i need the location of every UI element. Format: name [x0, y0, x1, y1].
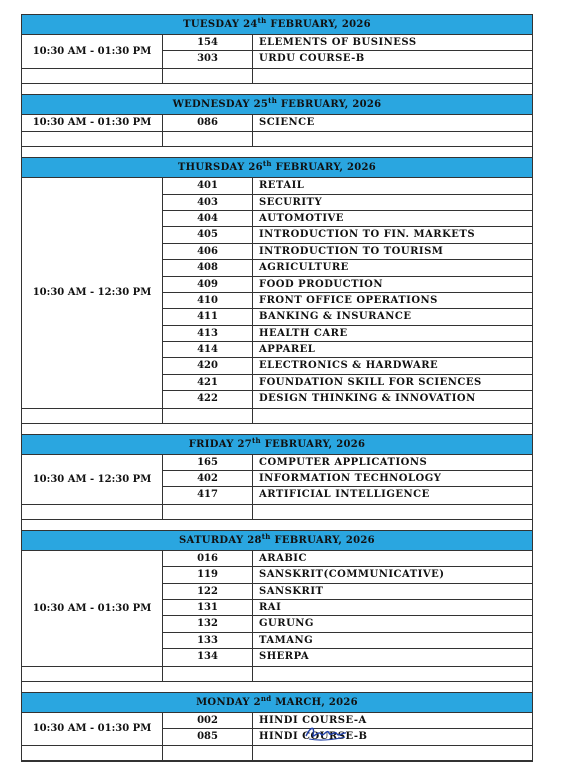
table-row [163, 211, 532, 227]
table-row [163, 115, 532, 131]
day-header-month: MARCH, 2026 [271, 696, 358, 708]
subject-code: 410 [163, 293, 253, 308]
blank-cell [163, 132, 253, 146]
blank-row [22, 667, 532, 682]
subject-name: ELECTRONICS & HARDWARE [259, 360, 439, 372]
day-section [21, 692, 533, 762]
section-gap [21, 84, 533, 94]
blank-cell [163, 409, 253, 423]
exam-rows [163, 455, 532, 504]
table-row [163, 326, 532, 342]
blank-cell [163, 505, 253, 519]
table-row [163, 551, 532, 567]
day-header-date: SATURDAY 28 [179, 534, 262, 546]
subject-code: 134 [163, 649, 253, 665]
subject-name: SHERPA [259, 651, 310, 663]
subject-code: 401 [163, 178, 253, 193]
subject-name: GURUNG [259, 618, 314, 630]
blank-cell [22, 69, 163, 83]
table-row [163, 567, 532, 583]
subject-name: FRONT OFFICE OPERATIONS [259, 294, 438, 306]
day-header-month: FEBRUARY, 2026 [260, 438, 366, 450]
exam-time: 10:30 AM - 01:30 PM [22, 115, 163, 131]
subject-name: HINDI COURSE-B [259, 730, 368, 742]
subject-name: FOOD PRODUCTION [259, 278, 384, 290]
day-header-month: FEBRUARY, 2026 [271, 162, 377, 174]
day-header-suffix: th [268, 95, 278, 105]
day-section [21, 434, 533, 520]
section-gap [21, 147, 533, 157]
subject-code: 417 [163, 487, 253, 503]
subject-code: 405 [163, 227, 253, 242]
blank-row [22, 746, 532, 761]
table-row [163, 342, 532, 358]
section-gap [21, 682, 533, 692]
exam-time: 10:30 AM - 12:30 PM [22, 455, 163, 504]
subject-name: URDU COURSE-B [259, 53, 365, 65]
day-header-suffix: th [261, 531, 271, 541]
table-row [163, 358, 532, 374]
day-body [22, 178, 532, 408]
date-sheet-table [21, 14, 533, 762]
day-body [22, 713, 532, 747]
subject-name: INTRODUCTION TO FIN. MARKETS [259, 229, 476, 241]
subject-code: 085 [163, 729, 253, 745]
subject-name: AGRICULTURE [259, 262, 349, 274]
subject-name: SECURITY [259, 196, 323, 208]
blank-row [22, 409, 532, 424]
blank-cell [22, 132, 163, 146]
section-gap [21, 520, 533, 530]
day-header-month: FEBRUARY, 2026 [270, 534, 375, 546]
table-row [163, 293, 532, 309]
blank-cell [22, 746, 163, 760]
exam-time: 10:30 AM - 12:30 PM [22, 178, 163, 407]
day-header-date: FRIDAY 27 [188, 438, 253, 450]
subject-name: SCIENCE [259, 116, 315, 128]
day-header-suffix: th [262, 159, 272, 169]
subject-code: 422 [163, 391, 253, 407]
table-row [163, 633, 532, 649]
day-body [22, 115, 532, 132]
subject-code: 408 [163, 260, 253, 275]
subject-code: 132 [163, 616, 253, 631]
subject-code: 413 [163, 326, 253, 341]
subject-name: HEALTH CARE [259, 327, 348, 339]
subject-code: 165 [163, 455, 253, 470]
day-header-date: WEDNESDAY 25 [172, 98, 269, 110]
table-row [163, 471, 532, 487]
day-header [22, 435, 532, 455]
table-row [163, 227, 532, 243]
blank-cell [22, 667, 163, 681]
subject-name: ARTIFICIAL INTELLIGENCE [259, 489, 430, 501]
day-header-date: TUESDAY 24 [183, 19, 258, 30]
subject-code: 154 [163, 35, 253, 50]
day-header-suffix: th [257, 16, 267, 25]
blank-row [22, 69, 532, 84]
blank-cell [22, 409, 163, 423]
blank-cell [163, 69, 253, 83]
subject-name: RETAIL [259, 180, 305, 192]
day-header-suffix: th [252, 435, 261, 445]
blank-row [22, 132, 532, 147]
subject-name: INTRODUCTION TO TOURISM [259, 245, 444, 257]
day-header [22, 531, 532, 551]
signature-mark [303, 722, 349, 742]
subject-name: INFORMATION TECHNOLOGY [259, 473, 442, 485]
blank-cell [163, 667, 253, 681]
subject-name: ARABIC [259, 552, 307, 564]
subject-code: 303 [163, 51, 253, 67]
table-row [163, 616, 532, 632]
table-row [163, 455, 532, 471]
exam-rows [163, 551, 532, 666]
day-section [21, 157, 533, 423]
exam-time: 10:30 AM - 01:30 PM [22, 551, 163, 666]
subject-name: APPAREL [259, 344, 316, 356]
day-header [22, 693, 532, 713]
subject-name: ELEMENTS OF BUSINESS [259, 37, 417, 48]
exam-time: 10:30 AM - 01:30 PM [22, 713, 163, 746]
subject-name: DESIGN THINKING & INNOVATION [259, 393, 476, 405]
subject-code: 133 [163, 633, 253, 648]
section-gap [21, 424, 533, 434]
table-row [163, 487, 532, 503]
table-row [163, 35, 532, 51]
day-body [22, 551, 532, 667]
subject-code: 002 [163, 713, 253, 728]
table-row [163, 178, 532, 194]
subject-code: 086 [163, 115, 253, 131]
exam-time: 10:30 AM - 01:30 PM [22, 35, 163, 68]
subject-code: 016 [163, 551, 253, 566]
subject-code: 421 [163, 375, 253, 390]
day-header [22, 95, 532, 115]
subject-name: SANSKRIT(COMMUNICATIVE) [259, 569, 445, 581]
day-header-date: MONDAY 2 [196, 696, 261, 708]
subject-name: FOUNDATION SKILL FOR SCIENCES [259, 376, 482, 388]
day-body [22, 455, 532, 505]
day-header-date: THURSDAY 26 [177, 162, 263, 174]
subject-code: 420 [163, 358, 253, 373]
day-header-suffix: nd [260, 693, 272, 703]
subject-name: HINDI COURSE-A [259, 714, 367, 726]
subject-name: AUTOMOTIVE [259, 212, 344, 224]
subject-code: 403 [163, 195, 253, 210]
blank-cell [163, 746, 253, 760]
day-header-month: FEBRUARY, 2026 [277, 98, 382, 110]
blank-row [22, 505, 532, 520]
table-row [163, 244, 532, 260]
subject-code: 404 [163, 211, 253, 226]
table-row [163, 649, 532, 665]
subject-code: 402 [163, 471, 253, 486]
day-body [22, 35, 532, 69]
exam-rows [163, 35, 532, 68]
day-header [22, 158, 532, 178]
table-row [163, 277, 532, 293]
day-section [21, 530, 533, 682]
day-header-month: FEBRUARY, 2026 [266, 19, 371, 30]
exam-rows [163, 115, 532, 131]
day-section [21, 14, 533, 84]
table-row [163, 309, 532, 325]
table-row [163, 260, 532, 276]
table-row [163, 195, 532, 211]
subject-code: 131 [163, 600, 253, 615]
exam-rows [163, 178, 532, 407]
subject-code: 411 [163, 309, 253, 324]
blank-cell [22, 505, 163, 519]
subject-name: RAI [259, 601, 282, 613]
subject-name: BANKING & INSURANCE [259, 311, 412, 323]
subject-code: 409 [163, 277, 253, 292]
table-row [163, 375, 532, 391]
day-header [22, 15, 532, 35]
subject-name: TAMANG [259, 634, 314, 646]
subject-code: 414 [163, 342, 253, 357]
day-section [21, 94, 533, 147]
table-row [163, 391, 532, 407]
subject-name: SANSKRIT [259, 585, 324, 597]
subject-code: 122 [163, 584, 253, 599]
subject-code: 119 [163, 567, 253, 582]
subject-code: 406 [163, 244, 253, 259]
table-row [163, 51, 532, 67]
subject-name: COMPUTER APPLICATIONS [259, 456, 428, 468]
table-row [163, 600, 532, 616]
table-row [163, 584, 532, 600]
